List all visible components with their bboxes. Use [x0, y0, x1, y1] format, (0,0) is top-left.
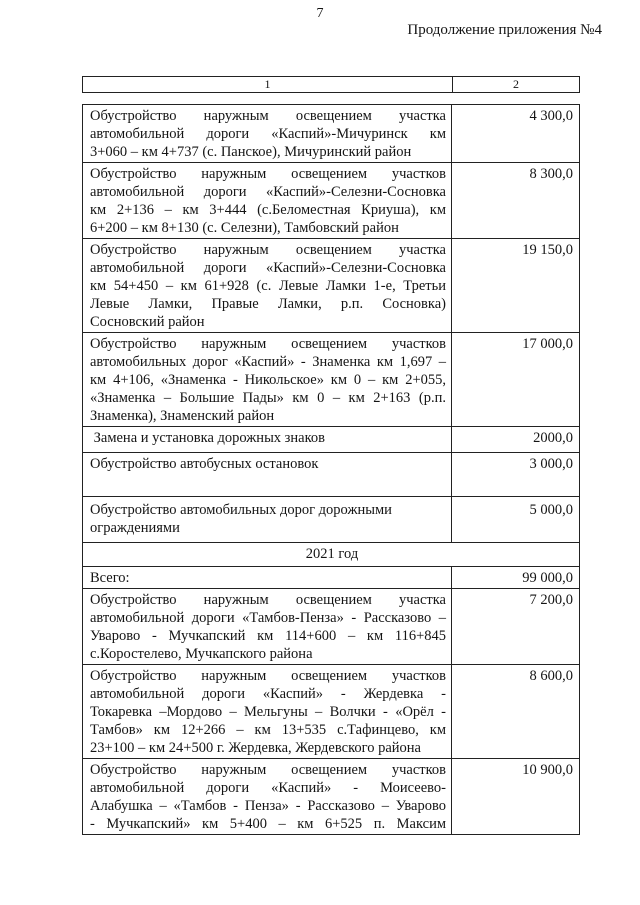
work-amount: 4 300,0: [452, 105, 580, 163]
table-row: [83, 497, 580, 543]
table-row: [83, 589, 580, 665]
work-amount: 10 900,0: [452, 759, 580, 835]
column-1-number: 1: [83, 77, 453, 92]
table-row: [83, 427, 580, 453]
year-heading: 2021 год: [83, 543, 580, 567]
work-amount: 17 000,0: [452, 333, 580, 427]
work-description: Обустройство наружным освещением участков автомобильных дорог «Каспий» - Знаменка км 1,697 – км 4+106, «Знаменка - Никольское» км 0 – км 2+055, «Знаменка – Большие Пады» км 0 – км 2+163 (р.п. Знаменка), Знаменский район: [83, 333, 452, 427]
table-row: [83, 105, 580, 163]
work-amount: 2000,0: [452, 427, 580, 453]
table-row: [83, 239, 580, 333]
work-description: Обустройство автобусных остановок: [83, 453, 452, 497]
table-row: [83, 333, 580, 427]
work-amount: 8 600,0: [452, 665, 580, 759]
continuation-heading: Продолжение приложения №4: [407, 22, 602, 38]
work-description: Обустройство наружным освещением участка автомобильной дороги «Каспий»-Селезни-Сосновка км 54+450 – км 61+928 (с. Левые Ламки 1-е, Третьи Левые Ламки, Правые Ламки, р.п. Сосновка) Сосновский район: [83, 239, 452, 333]
work-description: Обустройство наружным освещением участков автомобильной дороги «Каспий» - Жердевка - Токаревка –Мордово – Мельгуны – Волчки - «Орёл - Тамбов» км 12+266 – км 13+535 с.Тафинцево, км 23+100 – км 24+500 г. Жердевка, Жердевского района: [83, 665, 452, 759]
column-2-number: 2: [513, 77, 519, 91]
year-row: [83, 543, 580, 567]
work-description: Обустройство автомобильных дорог дорожными ограждениями: [83, 497, 452, 543]
work-description: Замена и установка дорожных знаков: [83, 427, 452, 453]
work-amount: 5 000,0: [452, 497, 580, 543]
column-header: [82, 76, 580, 93]
work-description: Обустройство наружным освещением участка автомобильной дороги «Каспий»-Мичуринск км 3+060 – км 4+737 (с. Панское), Мичуринский район: [83, 105, 452, 163]
total-amount: 99 000,0: [452, 567, 580, 589]
total-row: [83, 567, 580, 589]
work-description: Обустройство наружным освещением участков автомобильной дороги «Каспий»-Селезни-Сосновка км 2+136 – км 3+444 (с.Беломестная Криуша), км 6+200 – км 8+130 (с. Селезни), Тамбовский район: [83, 163, 452, 239]
table-row: [83, 665, 580, 759]
work-amount: 8 300,0: [452, 163, 580, 239]
work-amount: 7 200,0: [452, 589, 580, 665]
table-row: [83, 163, 580, 239]
works-table: [82, 104, 580, 835]
total-label: Всего:: [83, 567, 452, 589]
work-description: Обустройство наружным освещением участков автомобильной дороги «Каспий» - Моисеево- Алабушка – «Тамбов - Пенза» - Рассказово – Уварово - Мучкапский» км 5+400 – км 6+525 п. Максим: [83, 759, 452, 835]
table-row: [83, 453, 580, 497]
work-amount: 3 000,0: [452, 453, 580, 497]
work-amount: 19 150,0: [452, 239, 580, 333]
page-number: 7: [316, 6, 324, 21]
table-row: [83, 759, 580, 835]
work-description: Обустройство наружным освещением участка автомобильной дороги «Тамбов-Пенза» - Рассказово – Уварово - Мучкапский км 114+600 – км 116+845 с.Коростелево, Мучкапского района: [83, 589, 452, 665]
